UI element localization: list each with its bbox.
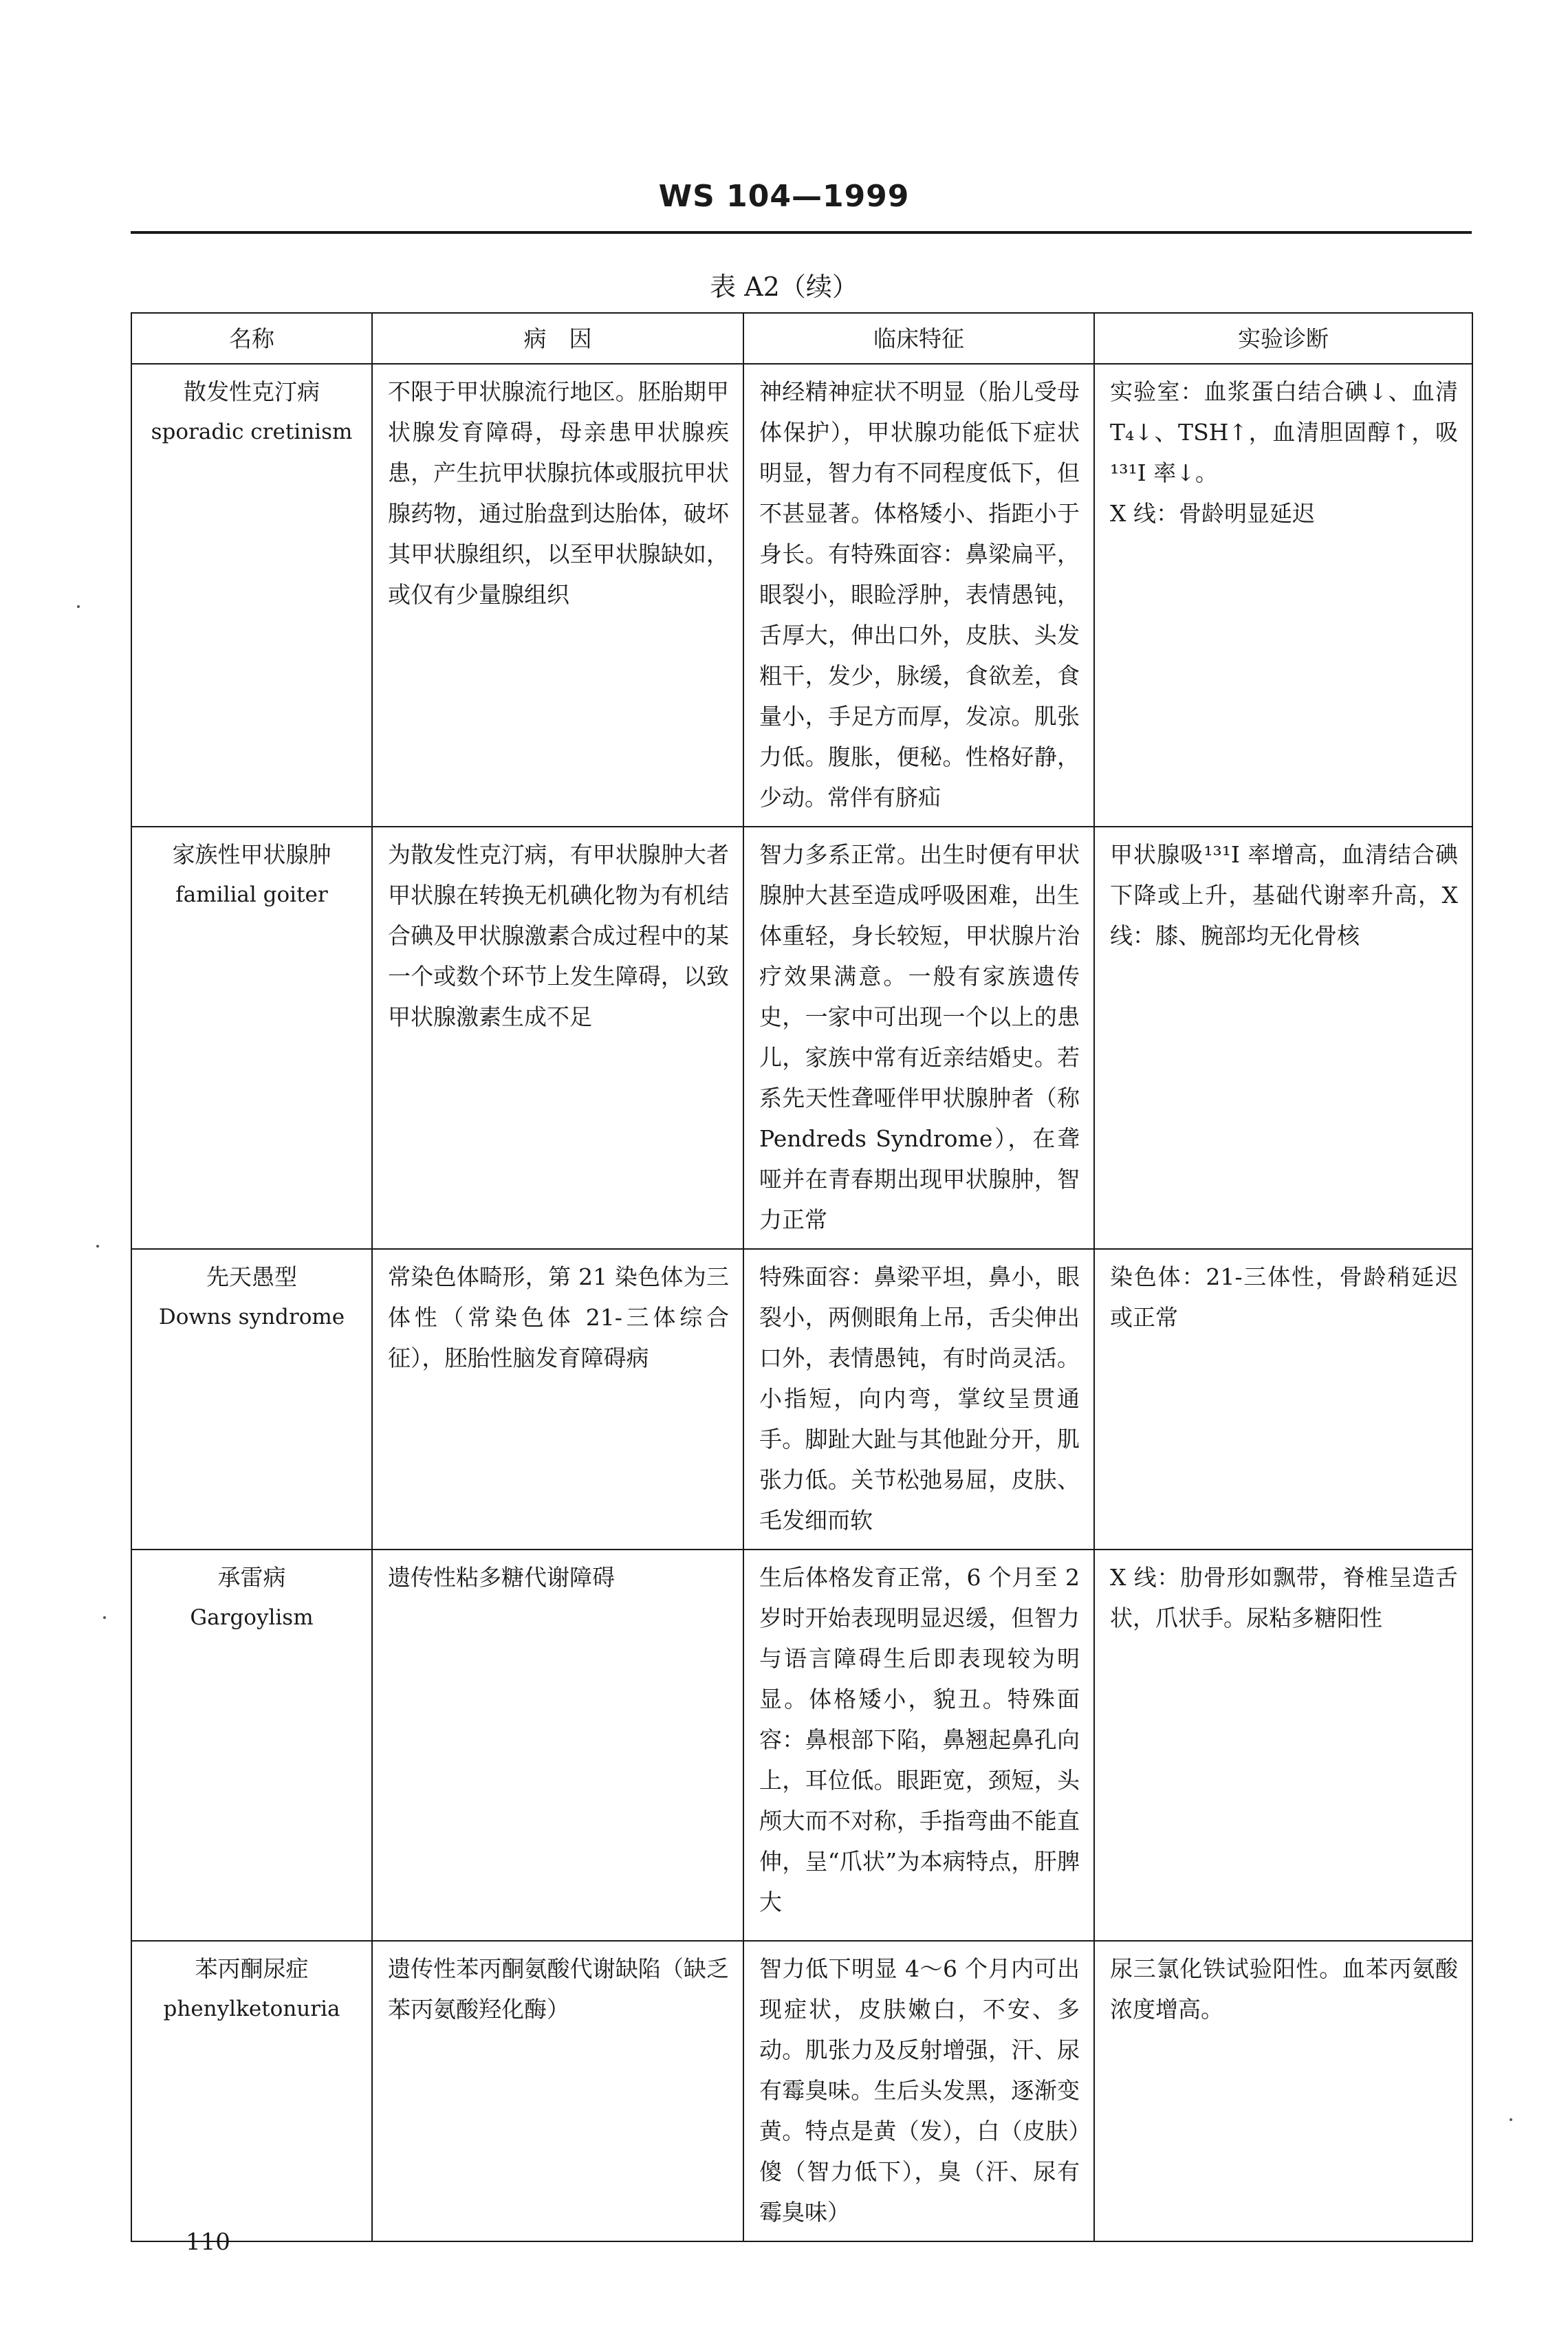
scan-speck	[96, 1245, 99, 1248]
column-header-clinical: 临床特征	[743, 313, 1094, 364]
lab-text: 实验室：血浆蛋白结合碘↓、血清 T₄↓、TSH↑，血清胆固醇↑，吸¹³¹I 率↓。	[1110, 378, 1458, 486]
disease-name-cell	[131, 1941, 372, 2241]
table-caption: 表 A2（续）	[710, 272, 858, 302]
disease-name-cn: 苯丙酮尿症	[195, 1955, 309, 1982]
table-row	[131, 1249, 1472, 1550]
disease-name-cn: 先天愚型	[206, 1263, 297, 1290]
column-header-name: 名称	[131, 313, 372, 364]
disease-name-cell	[131, 364, 372, 827]
disease-name-en: sporadic cretinism	[151, 420, 353, 444]
clinical-cell: 神经精神症状不明显（胎儿受母体保护），甲状腺功能低下症状明显，智力有不同程度低下，但不甚显著。体格矮小、指距小于身长。有特殊面容：鼻梁扁平，眼裂小，眼睑浮肿，表情愚钝，舌厚大，伸出口外，皮肤、头发粗干，发少，脉缓，食欲差，食量小，手足方而厚，发凉。肌张力低。腹胀，便秘。性格好静，少动。常伴有脐疝	[743, 364, 1094, 827]
header-rule	[131, 231, 1472, 234]
lab-text-xray: X 线：骨龄明显延迟	[1110, 500, 1315, 527]
table-header-row	[131, 313, 1472, 364]
cause-cell: 不限于甲状腺流行地区。胚胎期甲状腺发育障碍，母亲患甲状腺疾患，产生抗甲状腺抗体或服抗甲状腺药物，通过胎盘到达胎体，破坏其甲状腺组织，以至甲状腺缺如，或仅有少量腺组织	[372, 364, 743, 827]
clinical-cell: 特殊面容：鼻梁平坦，鼻小，眼裂小，两侧眼角上吊，舌尖伸出口外，表情愚钝，有时尚灵活。小指短，向内弯，掌纹呈贯通手。脚趾大趾与其他趾分开，肌张力低。关节松弛易屈，皮肤、毛发细而软	[743, 1249, 1094, 1550]
disease-name-cell	[131, 1249, 372, 1550]
disease-name-en: phenylketonuria	[163, 1997, 340, 2021]
lab-cell: 甲状腺吸¹³¹I 率增高，血清结合碘下降或上升，基础代谢率升高，X 线：膝、腕部均无化骨核	[1094, 827, 1472, 1249]
cause-cell: 遗传性粘多糖代谢障碍	[372, 1550, 743, 1941]
column-header-cause: 病 因	[372, 313, 743, 364]
lab-cell: 尿三氯化铁试验阳性。血苯丙氨酸浓度增高。	[1094, 1941, 1472, 2241]
page-number: 110	[186, 2228, 230, 2256]
clinical-cell: 智力多系正常。出生时便有甲状腺肿大甚至造成呼吸困难，出生体重轻，身长较短，甲状腺片治疗效果满意。一般有家族遗传史，一家中可出现一个以上的患儿，家族中常有近亲结婚史。若系先天性聋哑伴甲状腺肿者（称 Pendreds Syndrome），在聋哑并在青春期出现甲状腺肿，智力正常	[743, 827, 1094, 1249]
cause-cell: 常染色体畸形，第 21 染色体为三体性（常染色体 21-三体综合征），胚胎性脑发育障碍病	[372, 1249, 743, 1550]
column-header-lab: 实验诊断	[1094, 313, 1472, 364]
disease-name-cn: 家族性甲状腺肿	[172, 841, 331, 868]
disease-name-cell	[131, 1550, 372, 1941]
table-row	[131, 364, 1472, 827]
disease-name-en: familial goiter	[175, 882, 328, 907]
disease-table	[131, 312, 1473, 2242]
table-row	[131, 827, 1472, 1249]
disease-name-cn: 承雷病	[217, 1564, 286, 1591]
lab-cell: 染色体：21-三体性，骨龄稍延迟或正常	[1094, 1249, 1472, 1550]
cause-cell: 遗传性苯丙酮氨酸代谢缺陷（缺乏苯丙氨酸羟化酶）	[372, 1941, 743, 2241]
disease-name-en: Downs syndrome	[158, 1305, 345, 1329]
table-row	[131, 1550, 1472, 1941]
scan-speck	[1510, 2118, 1512, 2121]
lab-cell: X 线：肋骨形如飘带，脊椎呈造舌状，爪状手。尿粘多糖阳性	[1094, 1550, 1472, 1941]
standard-code-header: WS 104—1999	[658, 179, 910, 214]
disease-name-cell	[131, 827, 372, 1249]
scan-speck	[103, 1616, 106, 1619]
disease-name-cn: 散发性克汀病	[184, 378, 320, 405]
clinical-cell: 智力低下明显 4～6 个月内可出现症状，皮肤嫩白，不安、多动。肌张力及反射增强，汗、尿有霉臭味。生后头发黑，逐渐变黄。特点是黄（发），白（皮肤）傻（智力低下），臭（汗、尿有霉臭味）	[743, 1941, 1094, 2241]
table-row	[131, 1941, 1472, 2241]
lab-cell	[1094, 364, 1472, 827]
cause-cell: 为散发性克汀病，有甲状腺肿大者甲状腺在转换无机碘化物为有机结合碘及甲状腺激素合成过程中的某一个或数个环节上发生障碍，以致甲状腺激素生成不足	[372, 827, 743, 1249]
disease-table-container	[131, 312, 1472, 2242]
disease-name-en: Gargoylism	[190, 1605, 314, 1630]
scan-speck	[77, 605, 80, 608]
clinical-cell: 生后体格发育正常，6 个月至 2 岁时开始表现明显迟缓，但智力与语言障碍生后即表现较为明显。体格矮小，貌丑。特殊面容：鼻根部下陷，鼻翘起鼻孔向上，耳位低。眼距宽，颈短，头颅大而不对称，手指弯曲不能直伸，呈“爪状”为本病特点，肝脾大	[743, 1550, 1094, 1941]
